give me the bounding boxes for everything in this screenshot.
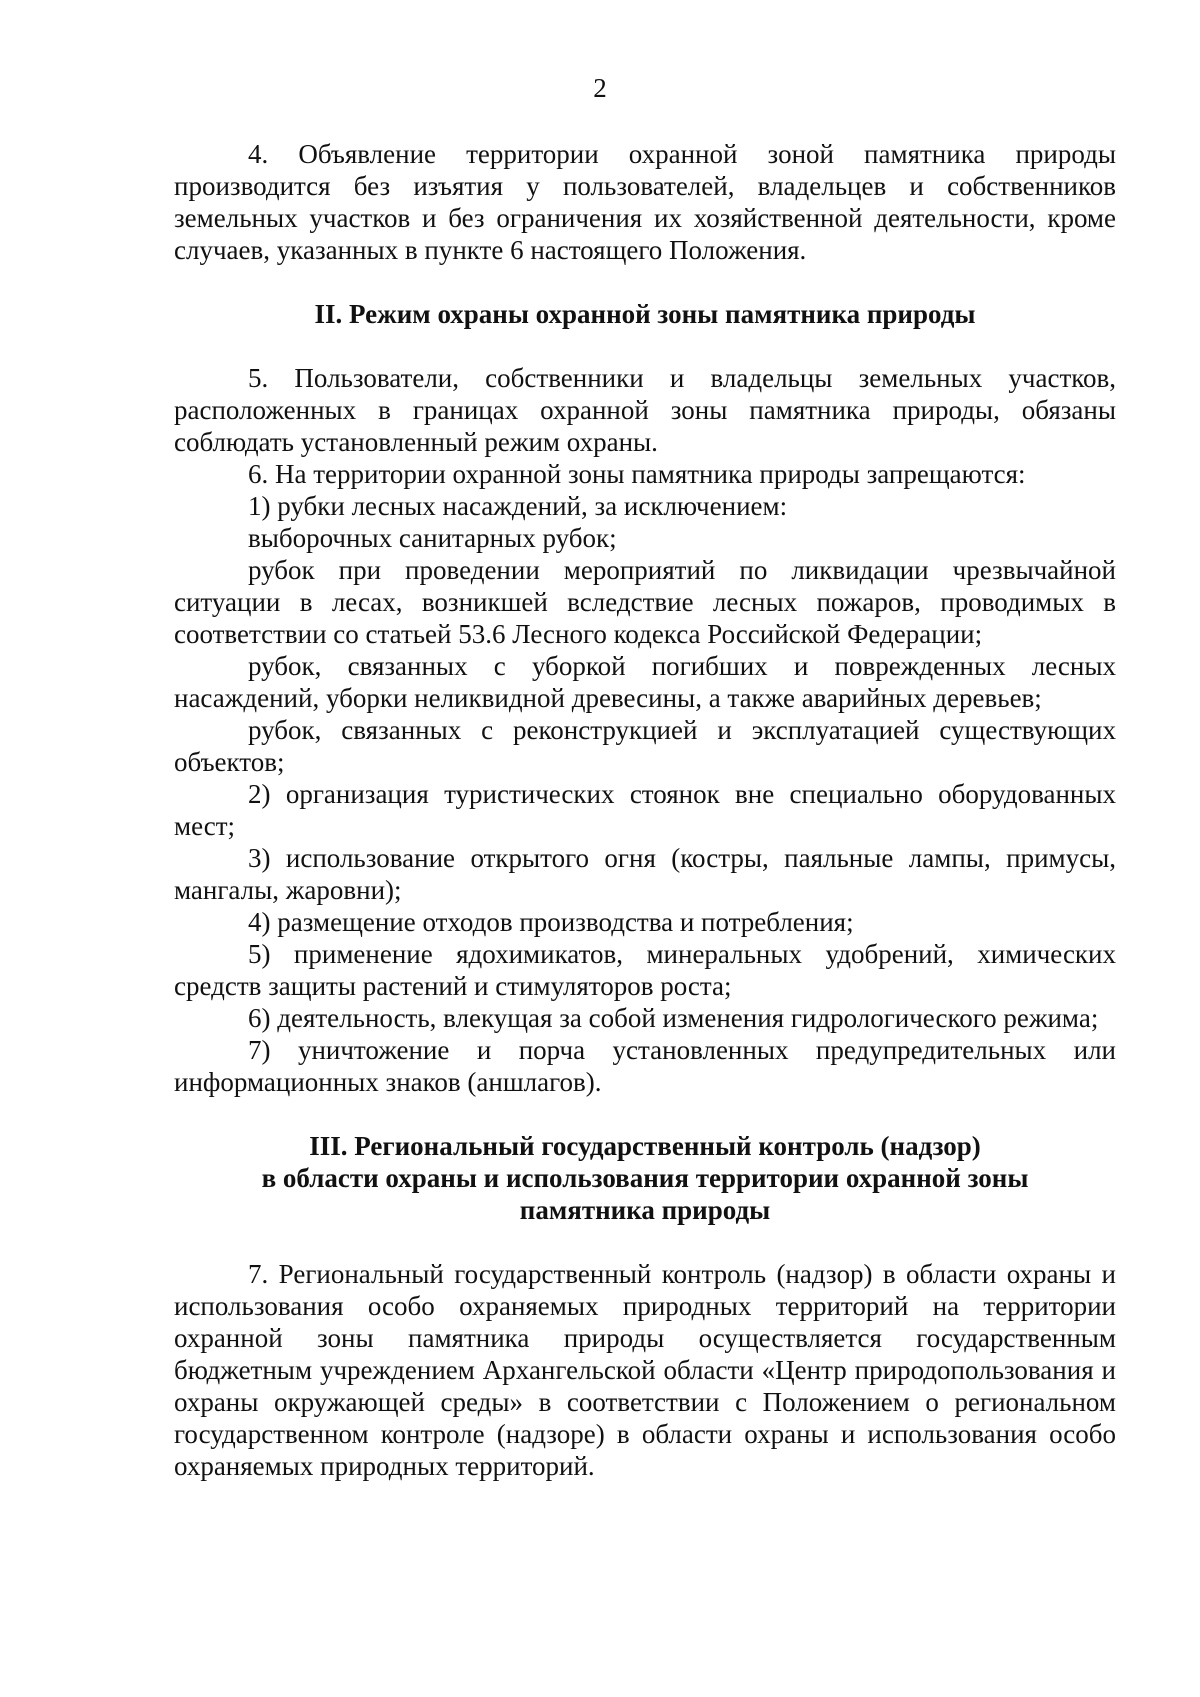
section-3-heading-line-1: III. Региональный государственный контроль (надзор) — [309, 1131, 981, 1161]
spacer — [174, 330, 1116, 362]
page-number: 2 — [593, 73, 607, 103]
spacer — [174, 1226, 1116, 1258]
list-subitem-1c: рубок, связанных с уборкой погибших и поврежденных лесных насаждений, уборки неликвидной древесины, а также аварийных деревьев; — [174, 651, 1116, 713]
document-body — [174, 138, 1116, 1482]
list-item-7: 7) уничтожение и порча установленных предупредительных или информационных знаков (аншлагов). — [174, 1035, 1116, 1097]
list-subitem-1b: рубок при проведении мероприятий по ликвидации чрезвычайной ситуации в лесах, возникшей вследствие лесных пожаров, проводимых в соответствии со статьей 53.6 Лесного кодекса Российской Федерации; — [174, 555, 1116, 649]
list-item-5: 5) применение ядохимикатов, минеральных удобрений, химических средств защиты растений и стимуляторов роста; — [174, 939, 1116, 1001]
list-subitem-1a: выборочных санитарных рубок; — [248, 523, 617, 553]
section-3-heading-line-2: в области охраны и использования территории охранной зоны — [261, 1163, 1029, 1193]
paragraph-7: 7. Региональный государственный контроль (надзор) в области охраны и использования особо охраняемых природных территорий на территории охранной зоны памятника природы осуществляется государственным бюджетным учреждением Архангельской области «Центр природопользования и охраны окружающей среды» в соответствии с Положением о региональном государственном контроле (надзоре) в области охраны и использования особо охраняемых природных территорий. — [174, 1259, 1116, 1481]
paragraph-4: 4. Объявление территории охранной зоной памятника природы производится без изъятия у пользователей, владельцев и собственников земельных участков и без ограничения их хозяйственной деятельности, кроме случаев, указанных в пункте 6 настоящего Положения. — [174, 139, 1116, 265]
section-3-heading — [174, 1130, 1116, 1226]
section-2-heading: II. Режим охраны охранной зоны памятника природы — [314, 299, 976, 329]
spacer — [174, 1098, 1116, 1130]
list-subitem-1d: рубок, связанных с реконструкцией и эксплуатацией существующих объектов; — [174, 715, 1116, 777]
paragraph-5: 5. Пользователи, собственники и владельцы земельных участков, расположенных в границах охранной зоны памятника природы, обязаны соблюдать установленный режим охраны. — [174, 363, 1116, 457]
paragraph-6: 6. На территории охранной зоны памятника природы запрещаются: — [248, 459, 1026, 489]
list-item-3: 3) использование открытого огня (костры, паяльные лампы, примусы, мангалы, жаровни); — [174, 843, 1116, 905]
list-item-1: 1) рубки лесных насаждений, за исключением: — [248, 491, 788, 521]
spacer — [174, 266, 1116, 298]
list-item-2: 2) организация туристических стоянок вне специально оборудованных мест; — [174, 779, 1116, 841]
list-item-4: 4) размещение отходов производства и потребления; — [248, 907, 854, 937]
section-3-heading-line-3: памятника природы — [519, 1195, 771, 1225]
list-item-6: 6) деятельность, влекущая за собой изменения гидрологического режима; — [248, 1003, 1099, 1033]
